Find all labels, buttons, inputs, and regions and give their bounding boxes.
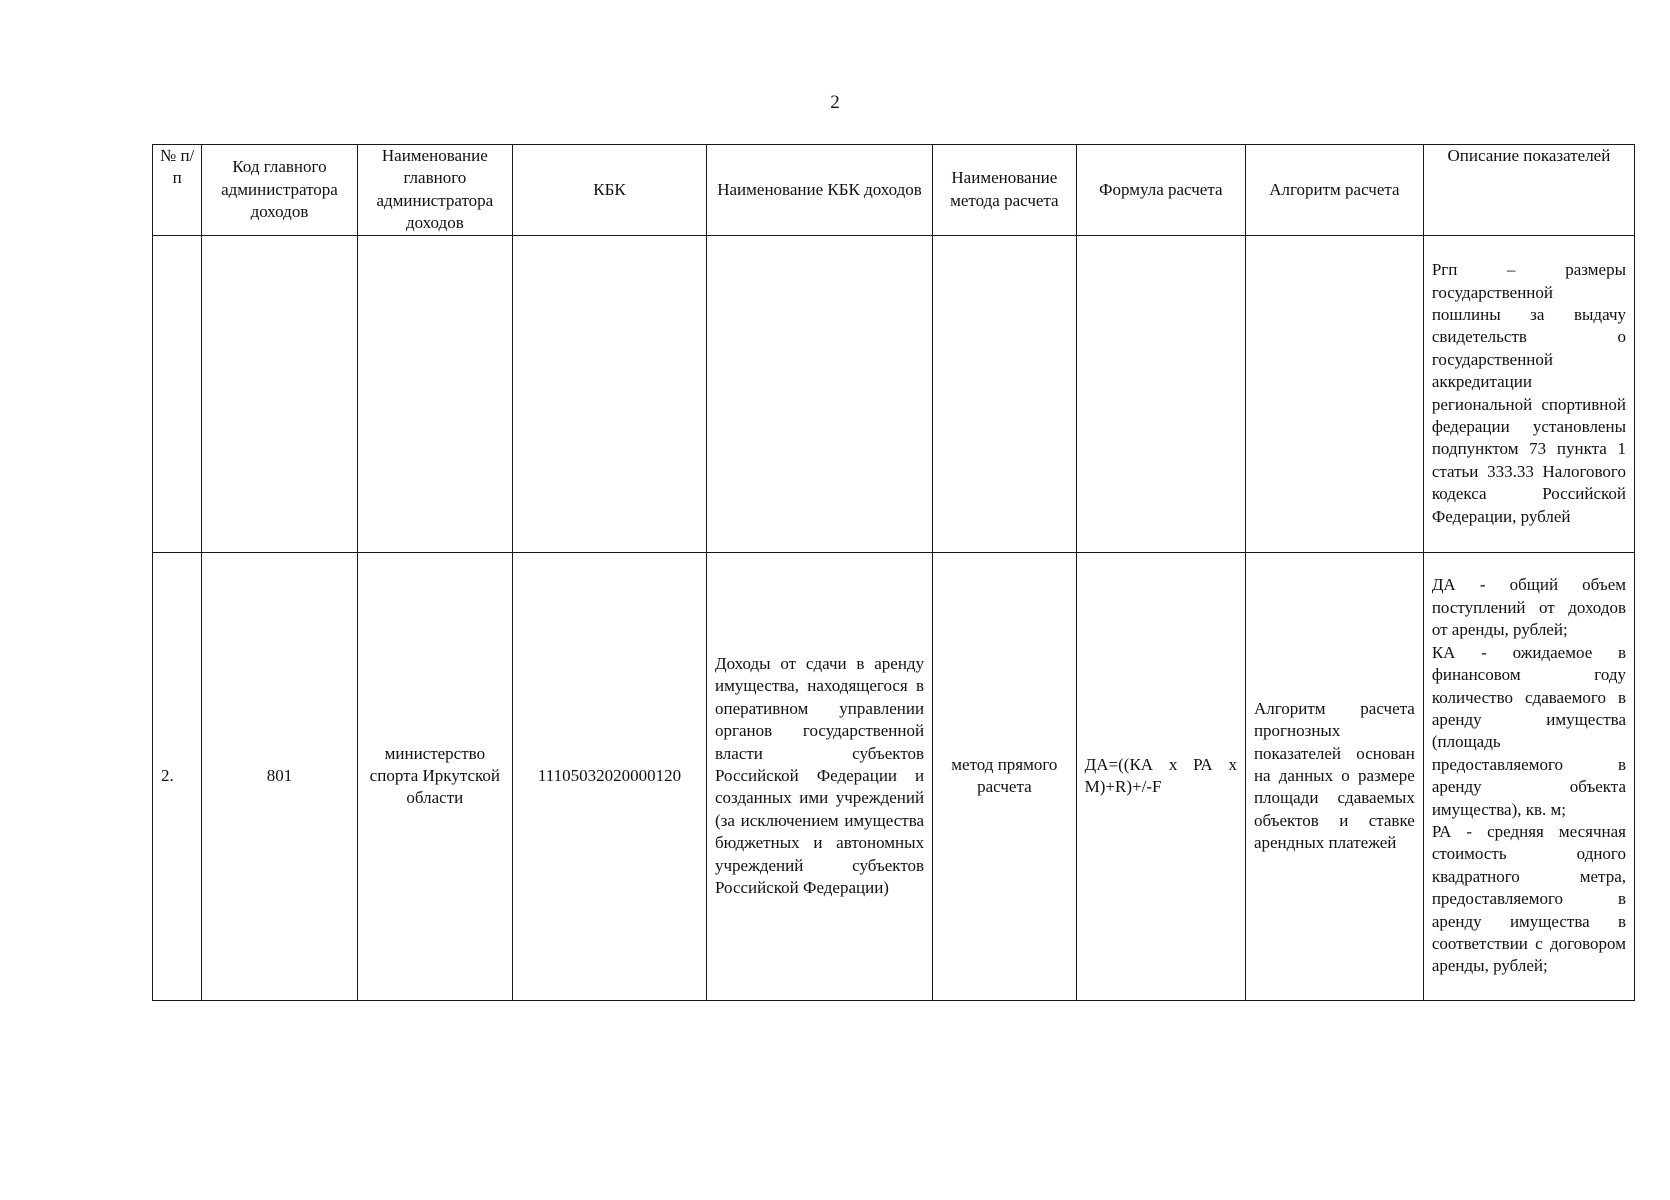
cell-empty: [202, 235, 357, 552]
algorithm-text: Алгоритм расчета прогнозных показателей основан на данных о размере площади сдаваемых объектов и ставке арендных платежей: [1253, 698, 1415, 853]
cell-empty: [153, 235, 202, 552]
cell-kbk: 11105032020000120: [513, 552, 707, 1000]
header-algorithm: Алгоритм расчета: [1245, 145, 1423, 236]
page-number: 2: [830, 92, 840, 113]
header-kbk-name: Наименование КБК доходов: [706, 145, 932, 236]
kbk-name-text: Доходы от сдачи в аренду имущества, находящегося в оперативном управлении органов государственной власти субъектов Российской Федерации и созданных ими учреждений (за исключением имущества бюджетных и автономных учреждений субъектов Российской Федерации): [714, 653, 925, 897]
cell-empty: [357, 235, 512, 552]
cell-empty: [1245, 235, 1423, 552]
cell-formula: [1076, 552, 1245, 1000]
header-num: № п/п: [153, 145, 202, 236]
cell-empty: [933, 235, 1077, 552]
cell-algorithm: [1245, 552, 1423, 1000]
formula-text: ДА=((КА х РА х М)+R)+/-F: [1084, 754, 1237, 797]
header-admin-name: Наименование главного администратора доходов: [357, 145, 512, 236]
cell-description: [1423, 552, 1634, 1000]
description-item: РА - средняя месячная стоимость одного квадратного метра, предоставляемого в аренду имущества в соответствии с договором аренды, рублей;: [1431, 821, 1626, 976]
header-kbk: КБК: [513, 145, 707, 236]
revenue-forecast-table: [152, 144, 1635, 1001]
cell-admin-name: министерство спорта Иркутской области: [357, 552, 512, 1000]
cell-num: 2.: [153, 552, 202, 1000]
cell-kbk-name: [706, 552, 932, 1000]
description-item: КА - ожидаемое в финансовом году количество сдаваемого в аренду имущества (площадь предоставляемого в аренду объекта имущества), кв. м;: [1431, 642, 1626, 819]
cell-admin-code: 801: [202, 552, 357, 1000]
cell-method: метод прямого расчета: [933, 552, 1077, 1000]
cell-empty: [513, 235, 707, 552]
header-formula: Формула расчета: [1076, 145, 1245, 236]
header-method: Наименование метода расчета: [933, 145, 1077, 236]
table-row-continuation: [153, 235, 1635, 552]
cell-empty: [706, 235, 932, 552]
cell-description-continued: [1423, 235, 1634, 552]
header-description: Описание показателей: [1423, 145, 1634, 236]
table-header-row: [153, 145, 1635, 236]
table-row: [153, 552, 1635, 1000]
cell-empty: [1076, 235, 1245, 552]
description-item: ДА - общий объем поступлений от доходов от аренды, рублей;: [1431, 575, 1626, 640]
header-admin-code: Код главного администратора доходов: [202, 145, 357, 236]
description-text: Ргп – размеры государственной пошлины за выдачу свидетельств о государственной аккредитации региональной спортивной федерации установлены подпунктом 73 пункта 1 статьи 333.33 Налогового кодекса Российской Федерации, рублей: [1431, 260, 1626, 526]
